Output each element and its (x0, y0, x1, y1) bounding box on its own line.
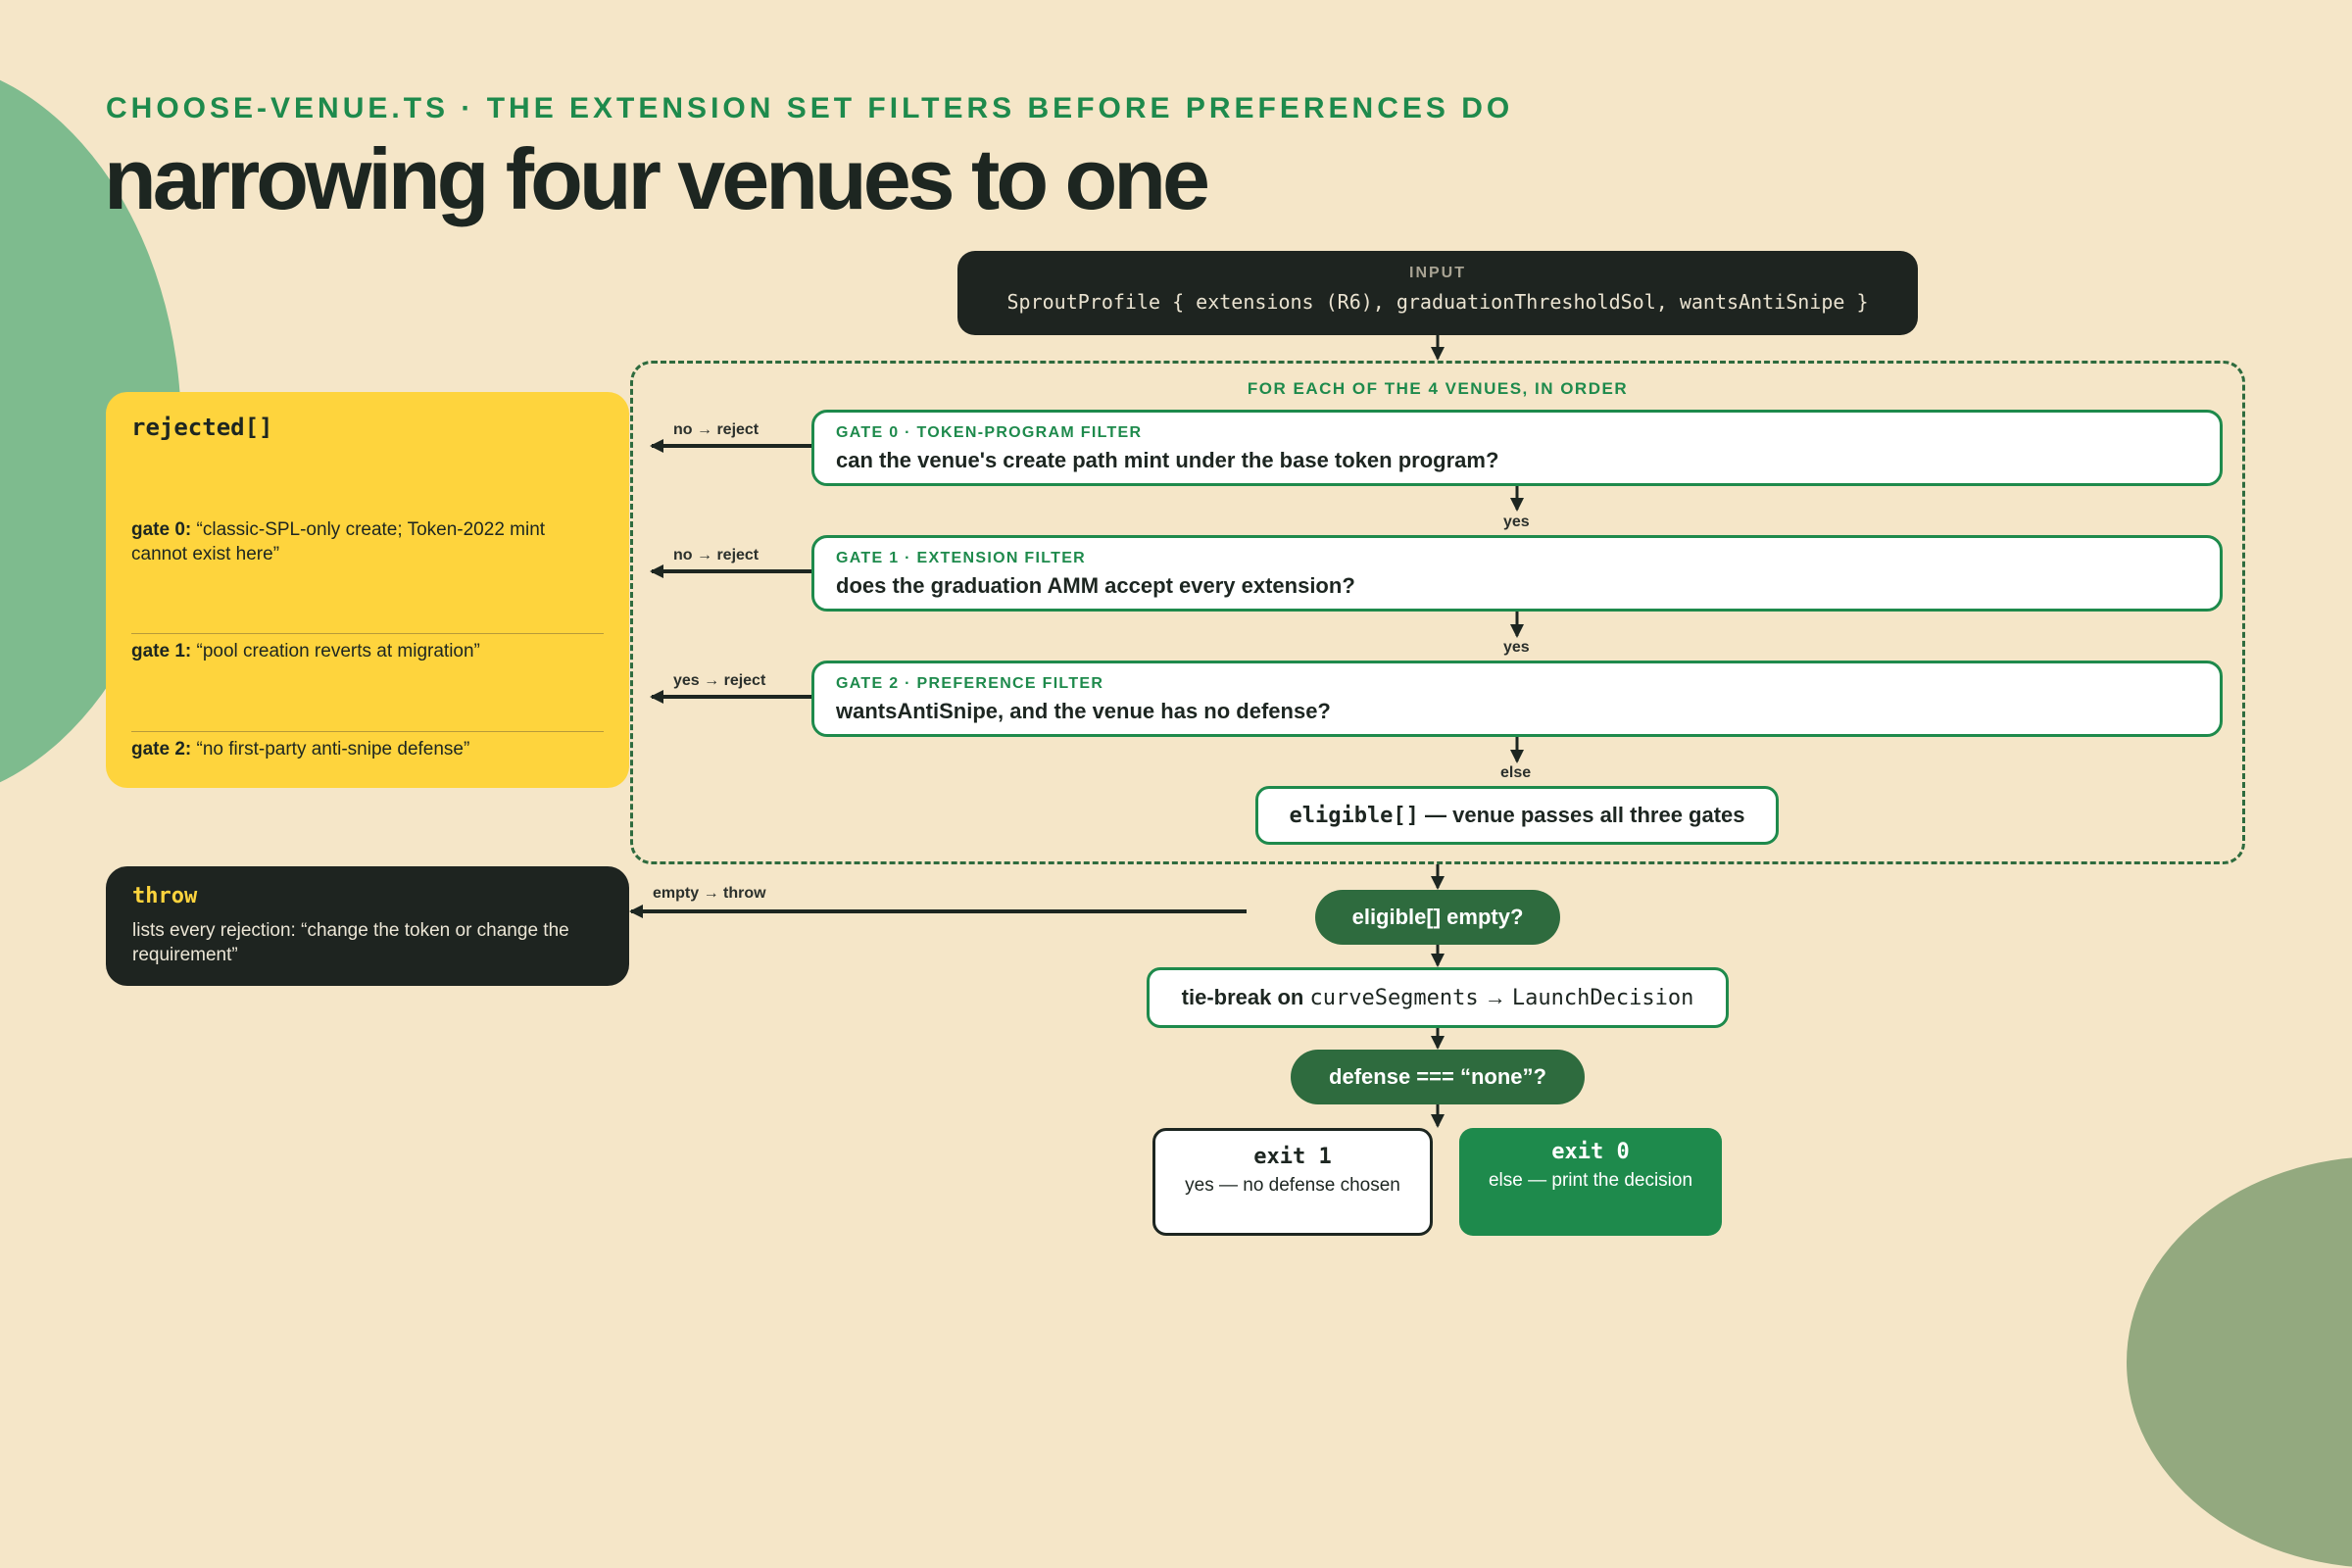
input-label: INPUT (1409, 265, 1466, 281)
throw-edge-label: empty → throw (653, 885, 766, 902)
tiebreak-prefix: tie-break on (1181, 985, 1310, 1009)
gate-1-pass-label: yes (1503, 639, 1530, 656)
gate-0-pass-label: yes (1503, 514, 1530, 530)
gate-0-node (811, 410, 2223, 486)
throw-title: throw (132, 884, 198, 908)
rejected-reason: “pool creation reverts at migration” (191, 641, 480, 662)
exit-0-node (1459, 1128, 1722, 1236)
gate-question: can the venue's create path mint under the base token program? (836, 448, 1499, 472)
gate-2-pass-label: else (1500, 764, 1532, 781)
rejected-reason: “no first-party anti-snipe defense” (191, 739, 470, 760)
loop-label: FOR EACH OF THE 4 VENUES, IN ORDER (1247, 379, 1629, 398)
gate-2-node (811, 661, 2223, 737)
empty-check-node: eligible[] empty? (1315, 890, 1560, 945)
gate-label: GATE 2 · PREFERENCE FILTER (836, 675, 1104, 692)
gate-question: does the graduation AMM accept every extension? (836, 573, 1355, 598)
gate-question: wantsAntiSnipe, and the venue has no defense? (836, 699, 1331, 723)
rejected-reason: “classic-SPL-only create; Token-2022 mint cannot exist here” (131, 519, 546, 564)
tiebreak-arrow: → (1478, 985, 1512, 1009)
gate-label: GATE 1 · EXTENSION FILTER (836, 550, 1087, 566)
exit-title: exit 0 (1551, 1140, 1630, 1164)
eligible-code: eligible[] (1289, 804, 1419, 828)
tiebreak-code: curveSegments (1309, 986, 1479, 1010)
gate-1-node (811, 535, 2223, 612)
page-title: narrowing four venues to one (104, 130, 1206, 227)
throw-panel (106, 866, 629, 986)
rejected-gate: gate 1: (131, 641, 192, 662)
exit-1-node (1152, 1128, 1433, 1236)
rejected-item (131, 737, 602, 761)
input-signature: SproutProfile { extensions (R6), graduationThresholdSol, wantsAntiSnipe } (1006, 290, 1869, 314)
tiebreak-result: LaunchDecision (1511, 986, 1694, 1010)
rejected-divider (131, 633, 604, 634)
eligible-node (1255, 786, 1779, 845)
gate-2-reject-label: yes → reject (673, 672, 766, 689)
rejected-divider (131, 731, 604, 732)
kicker: CHOOSE-VENUE.TS · THE EXTENSION SET FILTERS BEFORE PREFERENCES DO (106, 92, 1514, 124)
throw-text: lists every rejection: “change the token or change the requirement” (132, 920, 569, 965)
rejected-item (131, 517, 602, 566)
defense-check-node: defense === “none”? (1291, 1050, 1585, 1104)
gate-0-reject-label: no → reject (673, 421, 760, 438)
tiebreak-node (1147, 967, 1729, 1028)
exit-title: exit 1 (1253, 1145, 1332, 1169)
rejected-gate: gate 2: (131, 739, 192, 760)
rejected-panel (106, 392, 629, 788)
input-node (957, 251, 1918, 335)
rejected-title: rejected[] (131, 414, 273, 441)
exit-description: else — print the decision (1488, 1170, 1693, 1191)
gate-1-reject-label: no → reject (673, 547, 760, 564)
eligible-text: — venue passes all three gates (1418, 803, 1745, 827)
rejected-item (131, 639, 602, 663)
rejected-gate: gate 0: (131, 519, 192, 540)
exit-description: yes — no defense chosen (1185, 1175, 1400, 1196)
gate-label: GATE 0 · TOKEN-PROGRAM FILTER (836, 424, 1143, 441)
